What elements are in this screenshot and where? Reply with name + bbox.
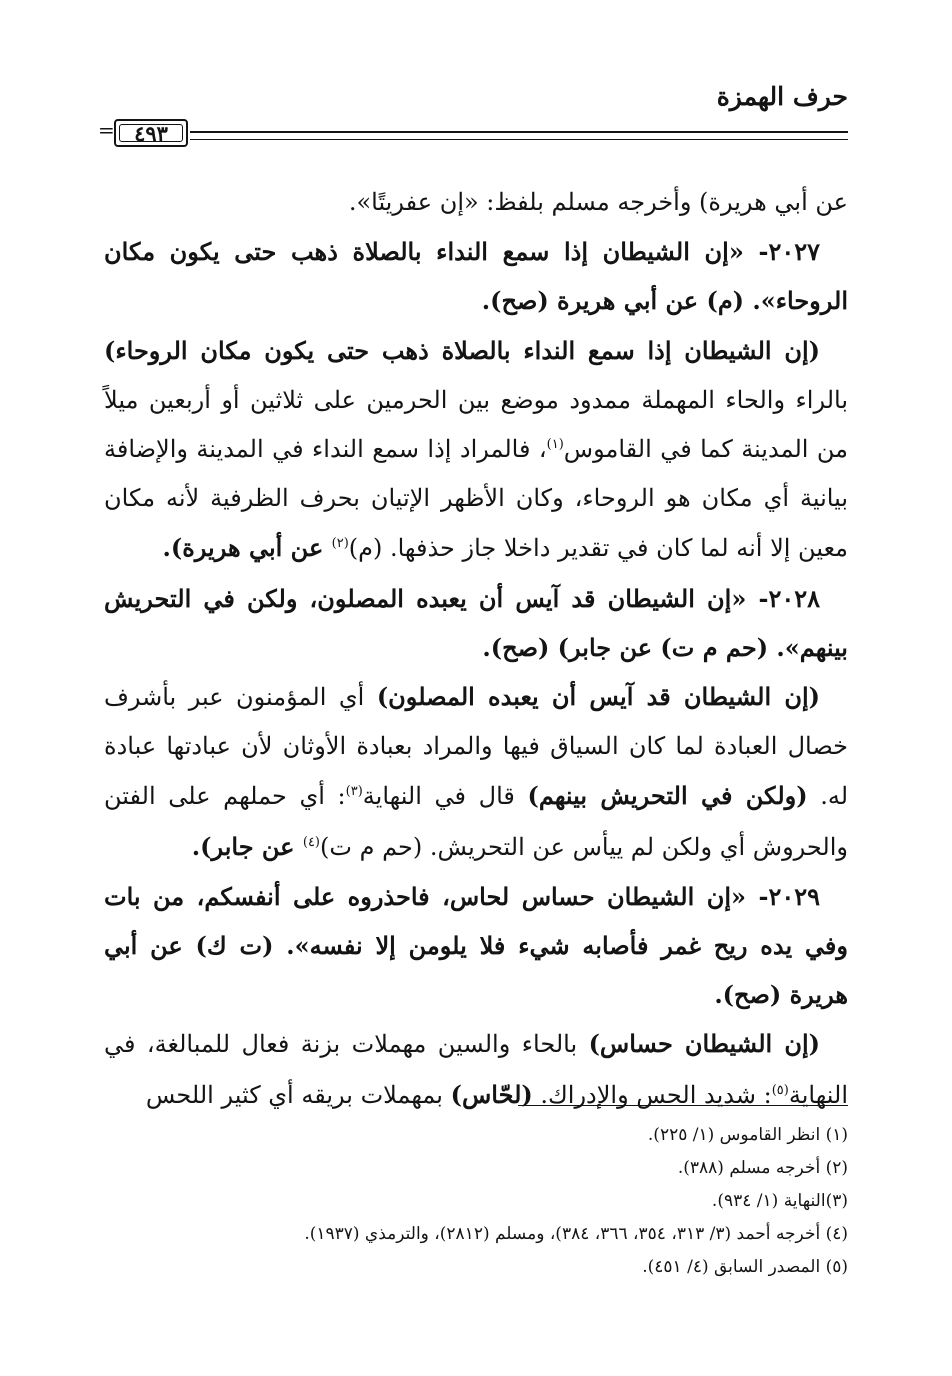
commentary-text: بالحاء والسين مهملات بزنة فعال للمبالغة، في النهاية bbox=[104, 1030, 848, 1109]
commentary-quote: (إن الشيطان قد آيس أن يعبده المصلون) bbox=[376, 682, 821, 712]
commentary-text: قال في النهاية bbox=[362, 782, 528, 811]
footnote-4: (٤) أخرجه أحمد (٣/ ٣١٣، ٣٥٤، ٣٦٦، ٣٨٤)، ومسلم (٢٨١٢)، والترمذي (١٩٣٧). bbox=[304, 1224, 848, 1244]
commentary-2028 bbox=[104, 672, 848, 872]
footnote-ref-2[interactable]: (٢) bbox=[331, 536, 349, 552]
commentary-2027 bbox=[104, 326, 848, 574]
page-number-box bbox=[114, 119, 188, 147]
footnote-2: (٢) أخرجه مسلم (٣٨٨). bbox=[677, 1158, 848, 1178]
body-text bbox=[104, 178, 848, 1120]
footnote-1: (١) انظر القاموس (١/ ٢٢٥). bbox=[647, 1125, 848, 1145]
commentary-text: بالراء والحاء المهملة ممدود موضع بين الحرمين على ثلاثين أو أربعين ميلاً من المدينة كما في القاموس bbox=[104, 385, 848, 464]
commentary-text: : شديد الحس والإدراك. bbox=[532, 1080, 772, 1109]
footnote-ref-5[interactable]: (٥) bbox=[771, 1082, 789, 1098]
page-number: ٤٩٣ bbox=[134, 120, 168, 146]
footnote-ref-3[interactable]: (٣) bbox=[345, 784, 363, 800]
hadith-2028: ٢٠٢٨- «إن الشيطان قد آيس أن يعبده المصلون، ولكن في التحريش بينهم». (حم م ت) عن جابر) (صح). bbox=[104, 583, 848, 662]
commentary-text: أي المؤمنون عبر بأشرف خصال العبادة لما كان السياق فيها والمراد بعبادة الأوثان لأن عبادتها عبادة له. bbox=[104, 683, 849, 811]
commentary-quote: (لحّاس) bbox=[450, 1079, 533, 1109]
commentary-quote: (إن الشيطان إذا سمع النداء بالصلاة ذهب حتى يكون مكان الروحاء) bbox=[104, 335, 820, 365]
commentary-text: ، فالمراد إذا سمع النداء في المدينة والإضافة بيانية أي مكان هو الروحاء، وكان الأظهر الإتيان بحرف الظرفية لأنه مكان معين إلا أنه لما كان في تقدير داخلا جاز حذفها. (م) bbox=[104, 435, 848, 563]
hadith-2029: ٢٠٢٩- «إن الشيطان حساس لحاس، فاحذروه على أنفسكم، من بات وفي يده ريح غمر فأصابه شيء فلا يلومن إلا نفسه». (ت ك) عن أبي هريرة (صح). bbox=[104, 881, 848, 1010]
footnote-ref-4[interactable]: (٤) bbox=[302, 834, 320, 850]
commentary-text: بمهملات بريقه أي كثير اللحس bbox=[145, 1080, 451, 1109]
commentary-source: عن جابر). bbox=[191, 831, 303, 861]
footnote-3: (٣)النهاية (١/ ٩٣٤). bbox=[711, 1191, 848, 1211]
commentary-source: عن أبي هريرة). bbox=[162, 533, 332, 563]
footnote-ref-1[interactable]: (١) bbox=[546, 437, 564, 453]
commentary-quote: (إن الشيطان حساس) bbox=[588, 1029, 820, 1059]
paragraph-continuation: عن أبي هريرة) وأخرجه مسلم بلفظ: «إن عفريتًا». bbox=[348, 188, 848, 216]
hadith-2027: ٢٠٢٧- «إن الشيطان إذا سمع النداء بالصلاة ذهب حتى يكون مكان الروحاء». (م) عن أبي هريرة (صح). bbox=[104, 237, 848, 316]
running-title: حرف الهمزة bbox=[716, 82, 848, 111]
commentary-text: : أي حملهم على الفتن والحروش أي ولكن لم ييأس عن التحريش. (حم م ت) bbox=[104, 782, 848, 861]
header-ornament: = bbox=[98, 118, 115, 142]
footnotes bbox=[104, 1119, 848, 1284]
header-rule bbox=[190, 131, 848, 140]
footnote-5: (٥) المصدر السابق (٤/ ٤٥١). bbox=[642, 1257, 848, 1277]
footnote-separator bbox=[518, 1105, 848, 1106]
commentary-quote: (ولكن في التحريش بينهم) bbox=[527, 781, 808, 811]
